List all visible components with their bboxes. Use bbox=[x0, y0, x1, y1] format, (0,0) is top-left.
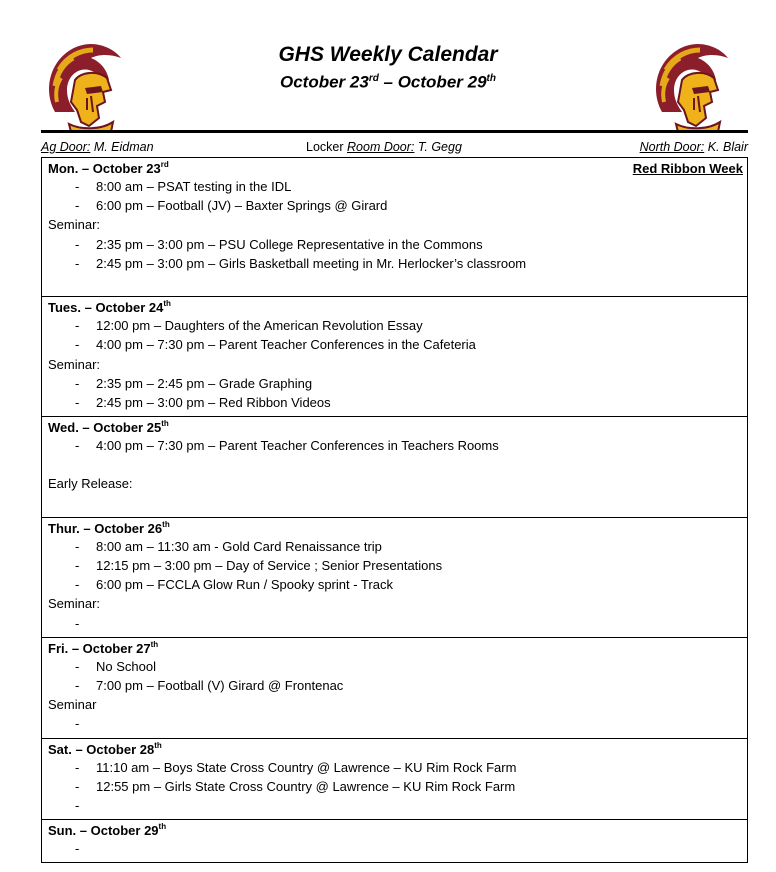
schedule-item bbox=[42, 235, 747, 254]
bullet-dash: - bbox=[75, 615, 80, 631]
date-range-end-suffix: th bbox=[486, 73, 496, 84]
section-label: Early Release: bbox=[48, 476, 133, 492]
schedule-item-text: 6:00 pm – FCCLA Glow Run / Spooky sprint - Track bbox=[96, 577, 393, 593]
schedule-item bbox=[42, 714, 747, 733]
bullet-dash: - bbox=[75, 658, 80, 674]
schedule-item bbox=[42, 796, 747, 815]
bullet-dash: - bbox=[75, 198, 80, 214]
locker-door-label-a: Locker bbox=[306, 140, 344, 154]
day-heading bbox=[42, 823, 747, 839]
section-label: Seminar: bbox=[48, 596, 101, 612]
schedule-item bbox=[42, 436, 747, 455]
section-label: Seminar bbox=[48, 697, 97, 713]
weekly-schedule-table bbox=[41, 157, 748, 863]
bullet-dash: - bbox=[75, 538, 80, 554]
bullet-dash: - bbox=[75, 179, 80, 194]
north-door-label: North Door: bbox=[639, 140, 705, 154]
bullet-dash: - bbox=[75, 375, 80, 391]
schedule-item-text: 12:15 pm – 3:00 pm – Day of Service ; Senior Presentations bbox=[96, 558, 443, 573]
day-heading bbox=[42, 521, 747, 537]
north-door-duty bbox=[640, 140, 748, 154]
day-title: Sat. – October 28 bbox=[48, 741, 155, 757]
bullet-dash: - bbox=[75, 577, 80, 593]
schedule-item-text: 12:00 pm – Daughters of the American Revolution Essay bbox=[96, 318, 423, 334]
date-range-start: October 23 bbox=[280, 72, 369, 92]
page-title: GHS Weekly Calendar bbox=[278, 43, 498, 66]
schedule-item bbox=[42, 676, 747, 695]
day-ordinal-suffix: th bbox=[161, 419, 169, 429]
schedule-item-text: 2:35 pm – 2:45 pm – Grade Graphing bbox=[96, 375, 313, 391]
locker-door-label-b: Room Door: bbox=[347, 140, 415, 154]
day-heading bbox=[42, 641, 747, 657]
schedule-item-text: 4:00 pm – 7:30 pm – Parent Teacher Conferences in the Cafeteria bbox=[96, 337, 476, 353]
bullet-dash: - bbox=[75, 337, 80, 353]
date-range-start-suffix: rd bbox=[368, 73, 379, 84]
locker-room-door-duty bbox=[306, 140, 462, 154]
day-block bbox=[42, 739, 747, 821]
schedule-item-text: 2:35 pm – 3:00 pm – PSU College Representative in the Commons bbox=[96, 236, 483, 252]
schedule-item-text: 7:00 pm – Football (V) Girard @ Frontenac bbox=[96, 677, 344, 693]
day-title: Tues. – October 24 bbox=[48, 300, 164, 316]
trojan-logo-right bbox=[648, 40, 744, 134]
bullet-dash: - bbox=[75, 778, 80, 794]
schedule-item bbox=[42, 177, 747, 196]
blank-line bbox=[42, 273, 747, 292]
date-range-end: – October 29 bbox=[378, 72, 487, 92]
schedule-item-text: 6:00 pm – Football (JV) – Baxter Springs @ Girard bbox=[96, 198, 388, 214]
day-title: Wed. – October 25 bbox=[48, 420, 162, 436]
schedule-item bbox=[42, 537, 747, 556]
day-title: Fri. – October 27 bbox=[48, 640, 151, 656]
day-ordinal-suffix: th bbox=[162, 519, 170, 529]
schedule-item-text: 12:55 pm – Girls State Cross Country @ Lawrence – KU Rim Rock Farm bbox=[96, 778, 516, 794]
ag-door-name: M. Eidman bbox=[93, 140, 154, 154]
day-ordinal-suffix: rd bbox=[160, 160, 169, 169]
schedule-item bbox=[42, 196, 747, 215]
day-block bbox=[42, 417, 747, 518]
day-heading bbox=[42, 420, 747, 436]
ag-door-duty bbox=[41, 140, 154, 154]
schedule-item bbox=[42, 254, 747, 273]
day-ordinal-suffix: th bbox=[150, 639, 159, 649]
schedule-item-text: 2:45 pm – 3:00 pm – Girls Basketball meeting in Mr. Herlocker’s classroom bbox=[96, 255, 527, 271]
day-block bbox=[42, 158, 747, 297]
schedule-item-text: 8:00 am – PSAT testing in the IDL bbox=[96, 179, 292, 194]
schedule-item-text: 11:10 am – Boys State Cross Country @ Lawrence – KU Rim Rock Farm bbox=[96, 759, 517, 775]
bullet-dash: - bbox=[75, 438, 80, 454]
schedule-item-text: 4:00 pm – 7:30 pm – Parent Teacher Conferences in Teachers Rooms bbox=[96, 438, 499, 454]
north-door-name: K. Blair bbox=[707, 140, 748, 154]
schedule-item bbox=[42, 839, 747, 858]
section-label: Seminar: bbox=[48, 356, 101, 372]
bullet-dash: - bbox=[75, 759, 80, 775]
blank-line bbox=[42, 455, 747, 474]
bullet-dash: - bbox=[75, 318, 80, 334]
day-block bbox=[42, 638, 747, 739]
header-rule bbox=[41, 130, 748, 133]
day-ordinal-suffix: th bbox=[154, 740, 162, 750]
schedule-item bbox=[42, 556, 747, 575]
schedule-item-text: 8:00 am – 11:30 am - Gold Card Renaissance trip bbox=[96, 538, 382, 554]
calendar-header bbox=[0, 0, 776, 130]
schedule-item bbox=[42, 657, 747, 676]
day-ordinal-suffix: th bbox=[163, 299, 171, 309]
schedule-item bbox=[42, 777, 747, 796]
day-block bbox=[42, 297, 747, 417]
bullet-dash: - bbox=[75, 797, 80, 813]
day-heading bbox=[42, 161, 747, 177]
bullet-dash: - bbox=[75, 558, 80, 573]
schedule-item bbox=[42, 316, 747, 335]
locker-door-name: T. Gegg bbox=[417, 140, 462, 154]
day-block bbox=[42, 820, 747, 862]
week-theme: Red Ribbon Week bbox=[632, 161, 743, 176]
schedule-item bbox=[42, 758, 747, 777]
day-block bbox=[42, 518, 747, 638]
day-heading bbox=[42, 300, 747, 316]
schedule-item bbox=[42, 374, 747, 393]
blank-line bbox=[42, 494, 747, 513]
schedule-item bbox=[42, 335, 747, 354]
schedule-item bbox=[42, 614, 747, 633]
schedule-item bbox=[42, 393, 747, 412]
bullet-dash: - bbox=[75, 677, 80, 693]
bullet-dash: - bbox=[75, 841, 80, 857]
bullet-dash: - bbox=[75, 255, 80, 271]
day-ordinal-suffix: th bbox=[158, 822, 167, 832]
day-title: Sun. – October 29 bbox=[48, 823, 159, 839]
door-duty-row bbox=[41, 140, 748, 156]
schedule-item bbox=[42, 575, 747, 594]
bullet-dash: - bbox=[75, 716, 80, 732]
day-title: Mon. – October 23 bbox=[48, 161, 161, 176]
section-label: Seminar: bbox=[48, 217, 101, 233]
schedule-item-text: 2:45 pm – 3:00 pm – Red Ribbon Videos bbox=[96, 394, 331, 410]
bullet-dash: - bbox=[75, 394, 80, 410]
ag-door-label: Ag Door: bbox=[41, 140, 91, 154]
day-heading bbox=[42, 742, 747, 758]
schedule-item-text: No School bbox=[96, 658, 156, 674]
day-title: Thur. – October 26 bbox=[48, 520, 163, 536]
bullet-dash: - bbox=[75, 236, 80, 252]
